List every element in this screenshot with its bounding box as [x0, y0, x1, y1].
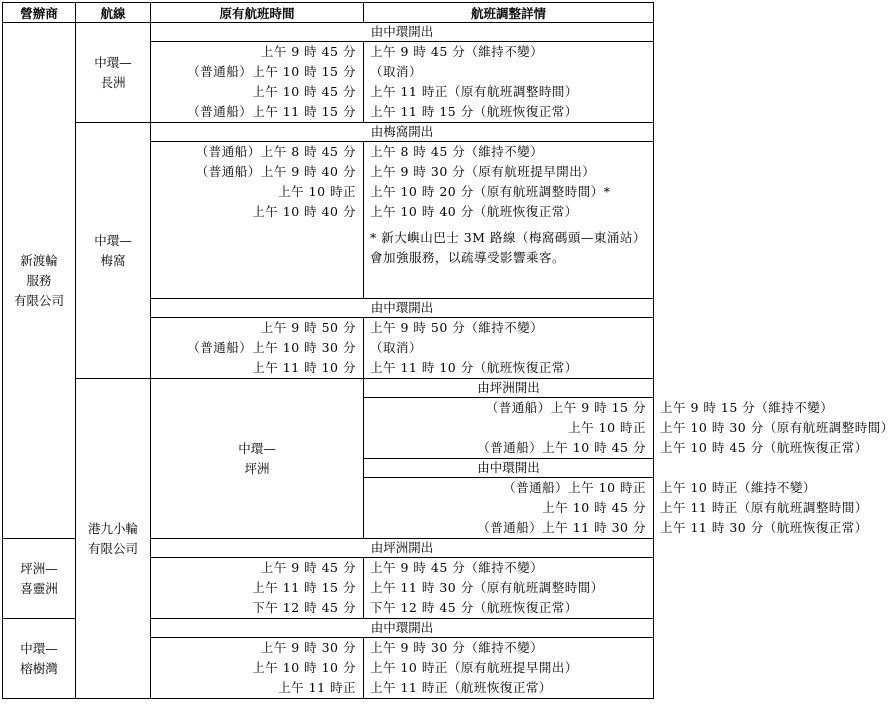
time-line: 上午 11 時 15 分 — [252, 580, 356, 595]
time-line: 上午 11 時正 — [278, 680, 356, 695]
time-line: 上午 9 時 45 分（維持不變） — [370, 44, 544, 59]
time-line: （取消） — [370, 340, 423, 355]
time-line: 上午 11 時 15 分（航班恢復正常） — [370, 104, 578, 119]
time-line: 下午 12 時 45 分（航班恢復正常） — [370, 600, 578, 615]
time-line: （普通船）上午 8 時 45 分 — [195, 144, 356, 159]
direction-heading: 由坪洲開出 — [151, 539, 654, 558]
direction-heading: 由中環開出 — [364, 459, 654, 478]
time-line: 上午 10 時 45 分 — [542, 500, 646, 515]
time-line: 上午 11 時 30 分（原有航班調整時間） — [370, 580, 604, 595]
time-line: 上午 10 時 45 分 — [252, 84, 356, 99]
time-line: 上午 10 時正 — [278, 184, 356, 199]
time-line: 上午 9 時 30 分（原有航班提早開出） — [370, 164, 596, 179]
route-cell — [3, 619, 76, 699]
table-row — [3, 23, 654, 42]
adjusted-times — [364, 558, 654, 619]
time-line: 上午 9 時 30 分 — [260, 640, 356, 655]
direction-heading: 由坪洲開出 — [364, 379, 654, 398]
original-times — [151, 558, 364, 619]
direction-heading: 由中環開出 — [151, 619, 654, 638]
adjusted-times — [364, 638, 654, 699]
adjusted-times — [364, 42, 654, 123]
time-line: 上午 10 時 30 分（原有航班調整時間） — [660, 420, 894, 435]
time-line: 上午 10 時 45 分（航班恢復正常） — [660, 440, 868, 455]
time-line: 上午 10 時正（維持不變） — [660, 480, 816, 495]
time-line: （取消） — [370, 64, 423, 79]
operator-line: 港九小輪 — [87, 520, 138, 536]
time-line: （普通船）上午 10 時 45 分 — [477, 440, 646, 455]
operator-line: 有限公司 — [13, 292, 64, 308]
time-line: 上午 11 時正（原有航班調整時間） — [370, 84, 578, 99]
route-cell — [76, 23, 151, 123]
time-line: 上午 9 時 45 分 — [260, 560, 356, 575]
time-line: 上午 10 時 40 分 — [252, 204, 356, 219]
time-line: 上午 10 時 10 分 — [252, 660, 356, 675]
time-line: （普通船）上午 11 時 15 分 — [187, 104, 356, 119]
time-line: 上午 11 時正（原有航班調整時間） — [660, 500, 868, 515]
route-cell — [76, 123, 151, 379]
route-cell — [151, 379, 364, 539]
time-line: 上午 9 時 50 分（維持不變） — [370, 320, 544, 335]
route-line: 中環— — [238, 440, 276, 456]
time-line: 上午 9 時 15 分（維持不變） — [660, 400, 834, 415]
time-line: 下午 12 時 45 分 — [252, 600, 356, 615]
header-adjusted: 航班調整詳情 — [364, 3, 654, 23]
time-line: （普通船）上午 9 時 40 分 — [195, 164, 356, 179]
adjusted-times — [364, 318, 654, 379]
time-line: 上午 10 時 20 分（原有航班調整時間）* — [370, 184, 611, 199]
time-line: 上午 9 時 50 分 — [260, 320, 356, 335]
adjusted-times — [364, 142, 654, 299]
operator-cell — [3, 23, 76, 539]
table-row — [3, 379, 654, 398]
header-row — [3, 3, 654, 23]
bus-service-note: * 新大嶼山巴士 3M 路線（梅窩碼頭—東涌站）會加強服務，以疏導受影響乘客。 — [370, 230, 646, 265]
time-line: 上午 9 時 30 分（維持不變） — [370, 640, 544, 655]
time-line: 上午 9 時 45 分（維持不變） — [370, 560, 544, 575]
route-line: 中環— — [94, 232, 132, 248]
time-line: 上午 11 時 10 分 — [252, 360, 356, 375]
operator-line: 有限公司 — [87, 540, 138, 556]
time-line: 上午 8 時 45 分（維持不變） — [370, 144, 544, 159]
operator-line: 新渡輪 — [20, 252, 58, 268]
header-operator: 營辦商 — [3, 3, 76, 23]
time-line: 上午 9 時 45 分 — [260, 44, 356, 59]
route-line: 坪洲 — [244, 460, 270, 476]
time-line: 上午 11 時 10 分（航班恢復正常） — [370, 360, 578, 375]
time-line: （普通船）上午 10 時 15 分 — [187, 64, 356, 79]
time-line: 上午 10 時 40 分（航班恢復正常） — [370, 204, 578, 219]
time-line: （普通船）上午 10 時正 — [503, 480, 646, 495]
original-times — [151, 318, 364, 379]
time-line: 上午 10 時正 — [568, 420, 646, 435]
route-line: 坪洲— — [20, 560, 58, 576]
original-times — [364, 398, 654, 459]
original-times — [151, 42, 364, 123]
time-line: （普通船）上午 9 時 15 分 — [485, 400, 646, 415]
time-line: （普通船）上午 11 時 30 分 — [477, 520, 646, 535]
header-original: 原有航班時間 — [151, 3, 364, 23]
direction-heading: 由中環開出 — [151, 23, 654, 42]
time-line: 上午 11 時 30 分（航班恢復正常） — [660, 520, 868, 535]
route-line: 喜靈洲 — [20, 580, 58, 596]
route-line: 中環— — [20, 640, 58, 656]
table-row — [3, 123, 654, 142]
route-line: 榕樹灣 — [20, 660, 58, 676]
header-route: 航線 — [76, 3, 151, 23]
time-line: 上午 10 時正（原有航班提早開出） — [370, 660, 578, 675]
ferry-schedule-table — [2, 2, 894, 699]
operator-line: 服務 — [26, 272, 52, 288]
route-line: 中環— — [94, 54, 132, 70]
direction-heading: 由梅窩開出 — [151, 123, 654, 142]
direction-heading: 由中環開出 — [151, 299, 654, 318]
time-line: 上午 11 時正（航班恢復正常） — [370, 680, 552, 695]
route-line: 梅窩 — [100, 252, 126, 268]
time-line: （普通船）上午 10 時 30 分 — [187, 340, 356, 355]
original-times — [151, 638, 364, 699]
original-times — [151, 142, 364, 299]
operator-cell — [76, 379, 151, 699]
route-cell — [3, 539, 76, 619]
route-line: 長洲 — [100, 74, 126, 90]
original-times — [364, 478, 654, 539]
